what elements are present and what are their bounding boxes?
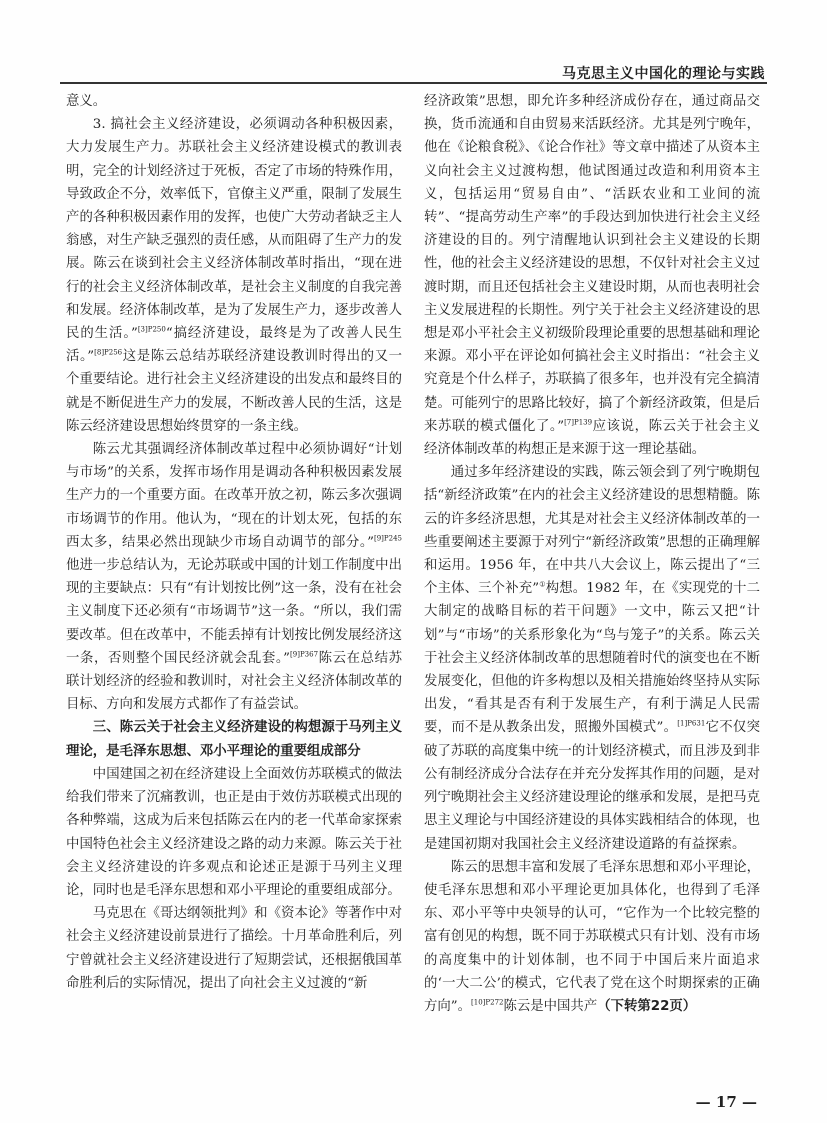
text: 它不仅突破了苏联的高度集中统一的计划经济模式，而且涉及到非公有制经济成分合法存在并充分发挥其作用的问题，是对列宁晚期社会主义经济建设理论的继承和发展，是把马克思主义理论与中国经济建设的具体实践相结合的体现，也是建国初期对我国社会主义经济建设道路的有益探索。: [424, 720, 760, 852]
text: 这是陈云总结苏联经济建设教训时得出的又一个重要结论。进行社会主义经济建设的出发点和最终目的就是不断促进生产力的发展，不断改善人民的生活，这是陈云经济建设思想始终贯穿的一条主线。: [66, 349, 402, 434]
text: 经济政策”思想，即允许多种经济成份存在，通过商品交换，货币流通和自由贸易来活跃经济。尤其是列宁晚年，他在《论粮食税》、《论合作社》等文章中描述了从资本主义向社会主义过渡构想，他试图通过改造和利用资本主义，包括运用“贸易自由”、“活跃农业和工业间的流转”、“提高劳动生产率”的手段达到加快进行社会主义经济建设的目的。列宁清醒地认识到社会主义建设的长期性，他的社会主义经济建设的思想，不仅针对社会主义过渡时期，而且还包括社会主义建设时期，从而也表明社会主义发展进程的长期性。列宁关于社会主义经济建设的思想是邓小平社会主义初级阶段理论重要的思想基础和理论来源。邓小平在评论如何搞社会主义时指出：“社会主义究竟是个什么样子，苏联搞了很多年，也并没有完全搞清楚。可能列宁的思路比较好，搞了个新经济政策，但是后来苏联的模式僵化了。”: [424, 94, 760, 434]
text: 应该说，陈云关于社会主义经济体制改革的构想正是来源于这一理论基础。: [424, 418, 760, 458]
journal-title: 马克思主义中国化的理论与实践: [562, 66, 765, 82]
citation: [7]P139: [564, 418, 593, 427]
text: 陈云尤其强调经济体制改革过程中必须协调好“计划与市场”的关系，发挥市场作用是调动各种积极因素发展生产力的一个重要方面。在改革开放之初，陈云多次强调市场调节的作用。他认为，“现在的计划太死，包括的东西太多，结果必然出现缺少市场自动调节的部分。”: [66, 442, 402, 550]
text: 陈云的思想丰富和发展了毛泽东思想和邓小平理论，使毛泽东思想和邓小平理论更加具体化，也得到了毛泽东、邓小平等中央领导的认可，“它作为一个比较完整的富有创见的构想，既不同于苏联模式只有计划、没有市场的高度集中的计划体制，也不同于中国后来片面追求的‘一大二公’的模式，它代表了党在这个时期探索的正确方向”。: [424, 859, 760, 1014]
page-number: — 17 —: [695, 1093, 757, 1111]
paragraph: [66, 113, 402, 438]
citation: [3]P250: [137, 325, 166, 334]
citation: [8]P256: [94, 348, 123, 357]
text: 他进一步总结认为，无论苏联或中国的计划工作制度中出现的主要缺点：只有“有计划按比例”这一条，没有在社会主义制度下还必须有“市场调节”这一条。“所以，我们需要改革。但在改革中，不能丢掉有计划按比例发展经济这一条，否则整个国民经济就会乱套。”: [66, 558, 402, 666]
left-column: [66, 90, 402, 995]
text: 构想。1982 年，在《实现党的十二大制定的战略目标的若干问题》一文中，陈云又把“计划”与“市场”的关系形象化为“鸟与笼子”的关系。陈云关于社会主义经济体制改革的思想随着时代的演变也在不断发展变化，但他的许多构想以及相关措施始终坚持从实际出发，“看其是否有利于发展生产，有利于满足人民需要，而不是从教条出发，照搬外国模式”。: [424, 581, 760, 736]
citation: [9]P367: [290, 650, 319, 659]
citation: [9]P245: [374, 534, 402, 543]
right-column: [424, 90, 760, 1018]
footnote-marker: ①: [539, 580, 546, 589]
section-heading: 三、陈云关于社会主义经济建设的构想源于马列主义理论，是毛泽东思想、邓小平理论的重要组成部分: [66, 720, 402, 759]
header-rule: [60, 82, 767, 84]
paragraph: [424, 461, 760, 855]
paragraph: 马克思在《哥达纲领批判》和《资本论》等著作中对社会主义经济建设前景进行了描绘。十月革命胜利后，列宁曾就社会主义经济建设进行了短期尝试，还根据俄国革命胜利后的实际情况，提出了向社会主义过渡的“新: [66, 906, 402, 991]
text: “搞经济建设，最终是为了改善人民生活。”: [66, 326, 402, 365]
citation: [10]P272: [471, 998, 504, 1007]
text: 通过多年经济建设的实践，陈云领会到了列宁晚期包括“新经济政策”在内的社会主义经济建设的思想精髓。陈云的许多经济思想，尤其是对社会主义经济体制改革的一些重要阐述主要源于对列宁“新经济政策”思想的正确理解和运用。1956 年，在中共八大会议上，陈云提出了“三个主体、三个补充”: [424, 465, 760, 597]
paragraph: [424, 856, 760, 1018]
paragraph: 意义。: [66, 94, 107, 109]
text: 陈云是中国共产: [503, 998, 598, 1014]
continuation-note: （下转第22页）: [597, 998, 697, 1014]
paragraph: 中国建国之初在经济建设上全面效仿苏联模式的做法给我们带来了沉痛教训，也正是由于效仿苏联模式出现的各种弊端，这成为后来包括陈云在内的老一代革命家探索中国特色社会主义经济建设之路的动力来源。陈云关于社会主义经济建设的许多观点和论述正是源于马列主义理论，同时也是毛泽东思想和邓小平理论的重要组成部分。: [66, 766, 402, 898]
paragraph: [66, 438, 402, 716]
text: 陈云在总结苏联计划经济的经验和教训时，对社会主义经济体制改革的目标、方向和发展方式都作了有益尝试。: [66, 650, 402, 713]
paragraph: [424, 90, 760, 461]
citation: [1]P631: [677, 720, 706, 729]
text: 3. 搞社会主义经济建设，必须调动各种积极因素，大力发展生产力。苏联社会主义经济建设模式的教训表明，完全的计划经济过于死板，否定了市场的特殊作用，导致政企不分，效率低下，官僚主义严重，限制了发展生产的各种积极因素作用的发挥，也使广大劳动者缺乏主人翁感，对生产缺乏强烈的责任感，从而阻碍了生产力的发展。陈云在谈到社会主义经济体制改革时指出，“现在进行的社会主义经济体制改革，是社会主义制度的自我完善和发展。经济体制改革，是为了发展生产力，逐步改善人民的生活。”: [66, 117, 402, 342]
